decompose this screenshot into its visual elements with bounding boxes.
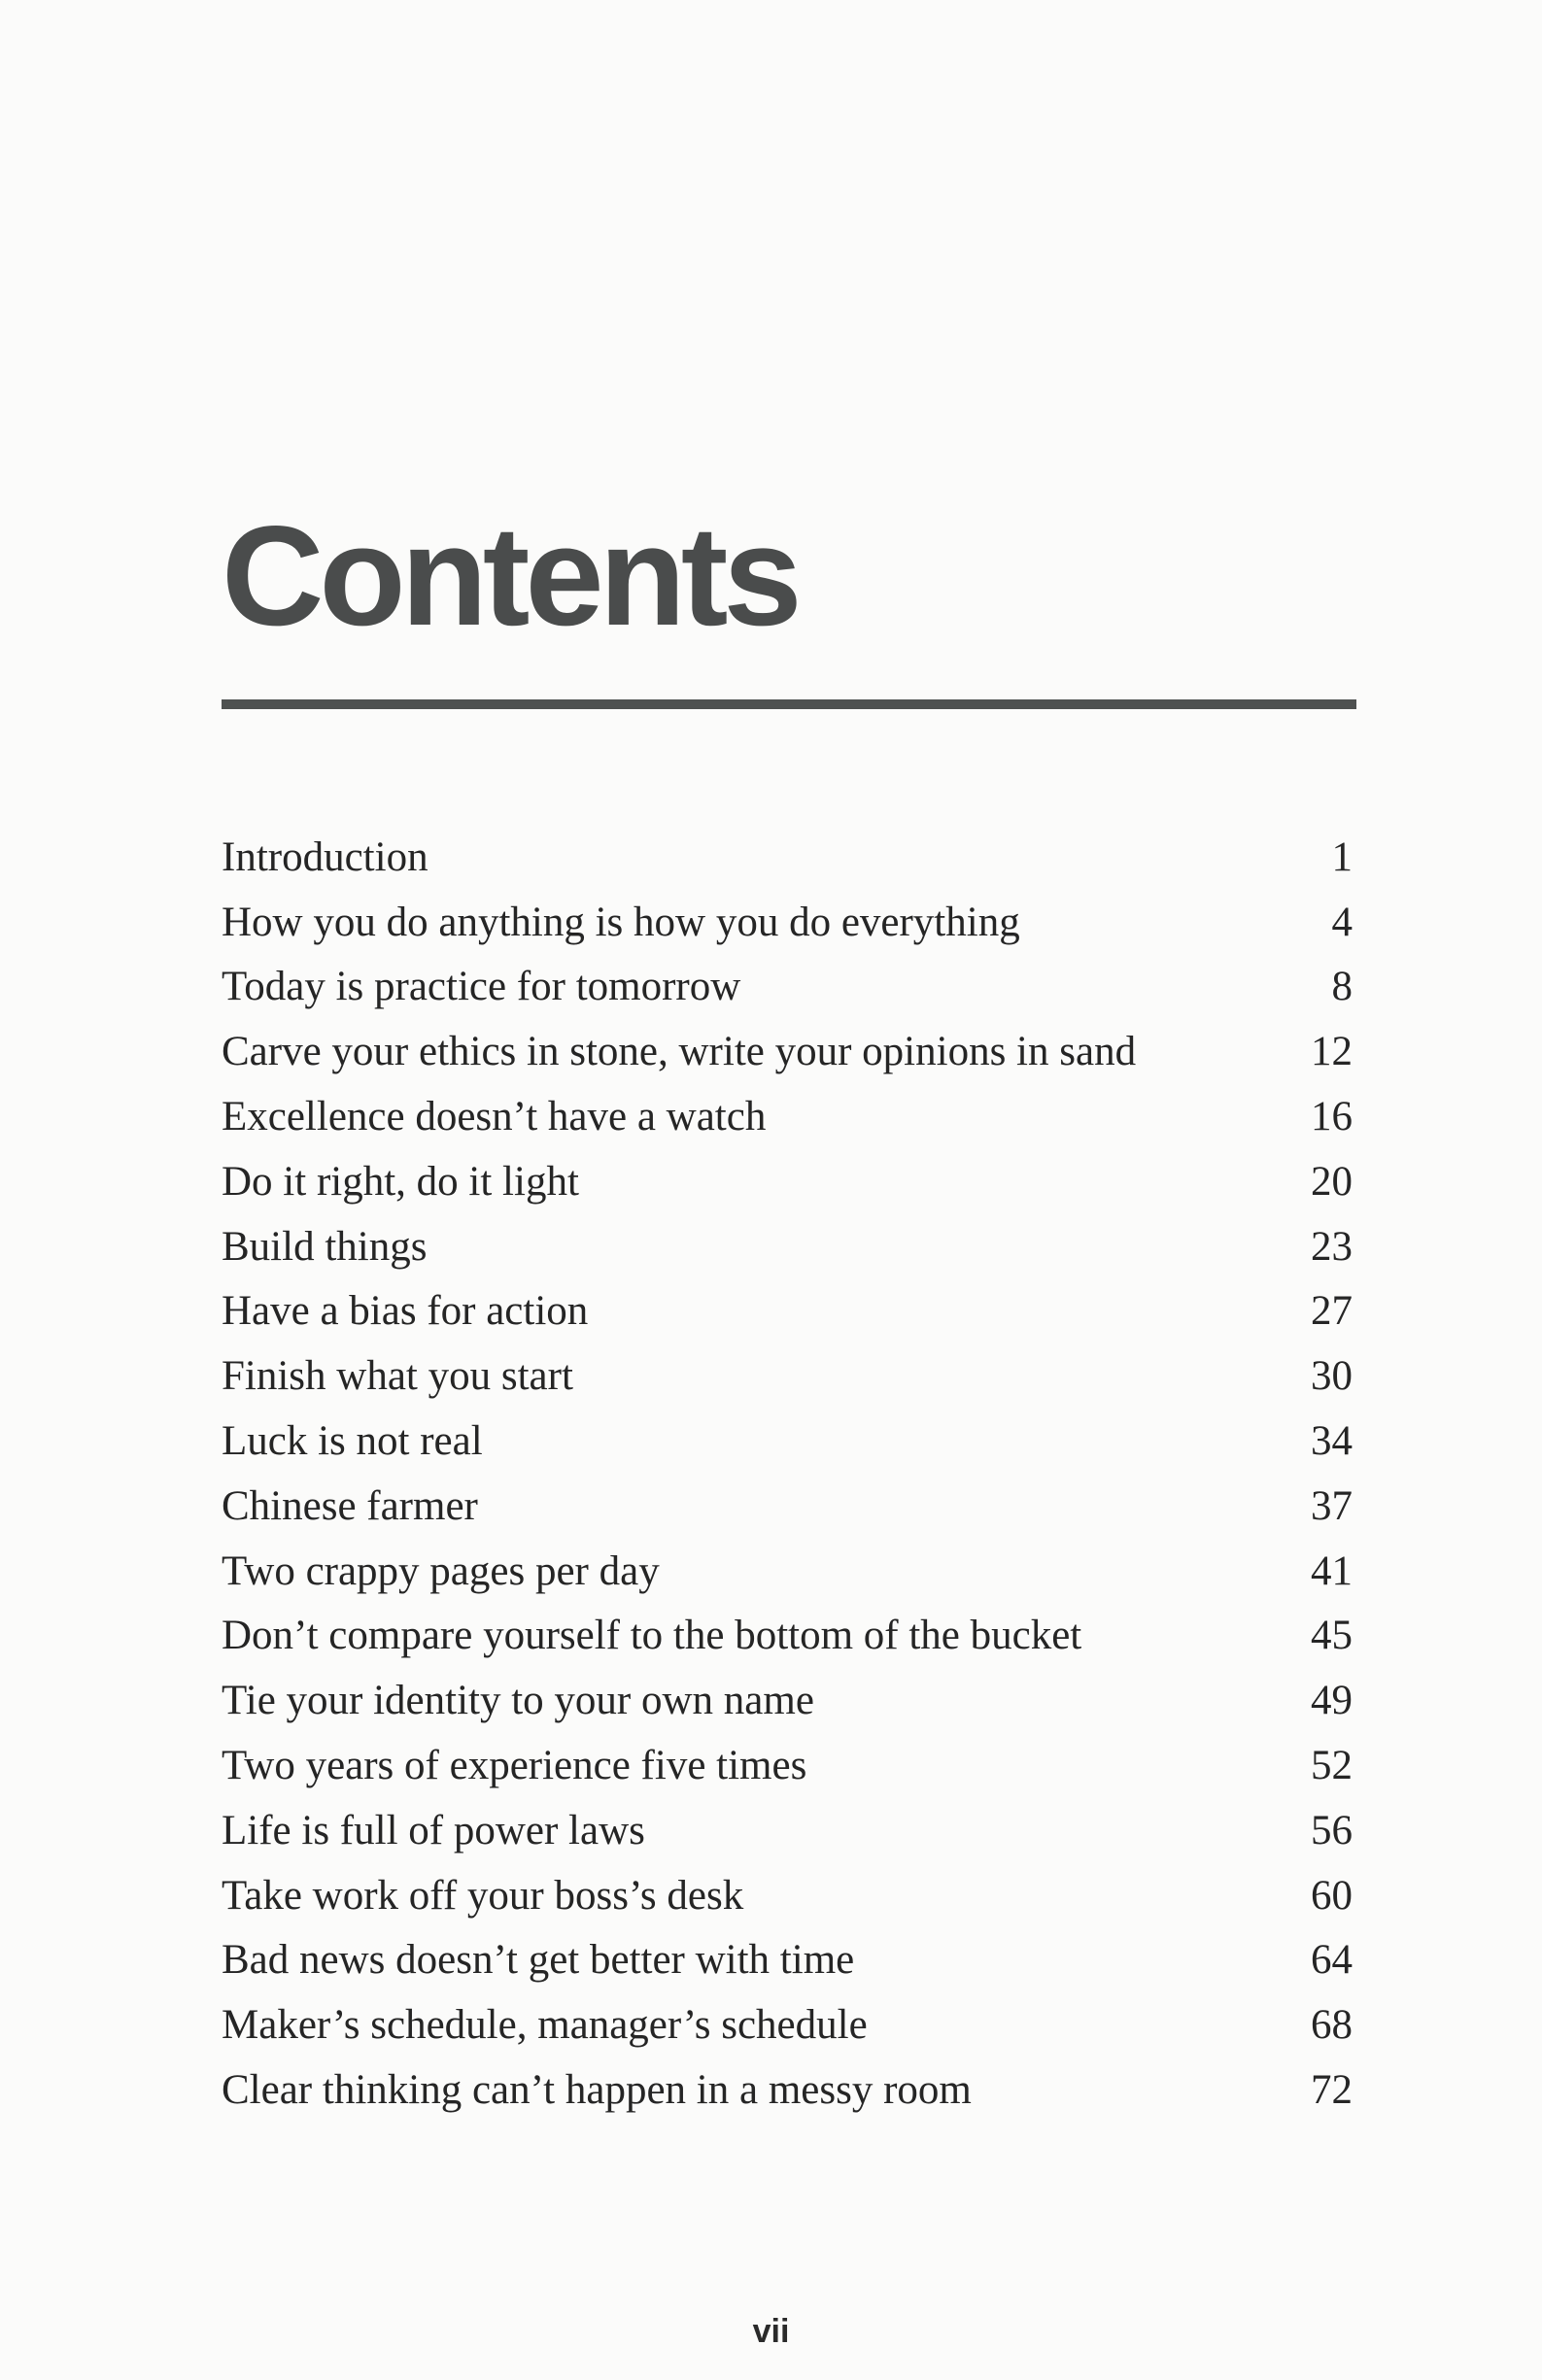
entry-page-number: 60 (1311, 1872, 1353, 1919)
entry-title: Today is practice for tomorrow (222, 964, 741, 1010)
entry-title: Excellence doesn’t have a watch (222, 1094, 767, 1140)
entry-page-number: 8 (1331, 964, 1353, 1010)
toc-entry (222, 1733, 1356, 1798)
entry-title: Life is full of power laws (222, 1807, 645, 1853)
toc-entry (222, 1409, 1356, 1474)
entry-title: Carve your ethics in stone, write your opinions in sand (222, 1029, 1137, 1075)
toc-entry (222, 1474, 1356, 1539)
entry-page-number: 68 (1311, 2002, 1353, 2049)
entry-page-number: 30 (1311, 1353, 1353, 1400)
entry-page-number: 41 (1311, 1547, 1353, 1594)
table-of-contents (222, 825, 1356, 2123)
entry-title: Two crappy pages per day (222, 1547, 660, 1594)
entry-page-number: 20 (1311, 1158, 1353, 1205)
entry-title: Chinese farmer (222, 1482, 478, 1529)
entry-title: Don’t compare yourself to the bottom of the bucket (222, 1613, 1082, 1659)
entry-title: Luck is not real (222, 1418, 483, 1465)
toc-entry (222, 825, 1356, 890)
entry-page-number: 52 (1311, 1743, 1353, 1789)
title-rule (222, 699, 1356, 709)
toc-entry (222, 1604, 1356, 1669)
entry-page-number: 23 (1311, 1223, 1353, 1270)
entry-title: Build things (222, 1223, 428, 1270)
toc-entry (222, 1798, 1356, 1863)
entry-title: Take work off your boss’s desk (222, 1872, 744, 1919)
entry-title: Finish what you start (222, 1353, 573, 1400)
entry-page-number: 16 (1311, 1094, 1353, 1140)
page-title: Contents (222, 496, 798, 655)
toc-entry (222, 1343, 1356, 1409)
entry-page-number: 1 (1331, 833, 1353, 880)
entry-title: Maker’s schedule, manager’s schedule (222, 2002, 868, 2049)
entry-page-number: 27 (1311, 1288, 1353, 1335)
toc-entry (222, 2057, 1356, 2123)
entry-title: How you do anything is how you do everything (222, 899, 1020, 945)
entry-page-number: 34 (1311, 1418, 1353, 1465)
entry-page-number: 4 (1331, 899, 1353, 945)
entry-title: Clear thinking can’t happen in a messy room (222, 2067, 972, 2114)
entry-title: Two years of experience five times (222, 1743, 807, 1789)
toc-entry (222, 1668, 1356, 1733)
entry-page-number: 45 (1311, 1613, 1353, 1659)
toc-entry (222, 890, 1356, 955)
toc-entry (222, 1539, 1356, 1604)
entry-title: Tie your identity to your own name (222, 1678, 814, 1724)
toc-entry (222, 1084, 1356, 1149)
toc-entry (222, 1279, 1356, 1344)
entry-page-number: 56 (1311, 1807, 1353, 1853)
toc-entry (222, 1863, 1356, 1928)
entry-page-number: 12 (1311, 1029, 1353, 1075)
toc-entry (222, 1928, 1356, 1993)
toc-entry (222, 1019, 1356, 1084)
entry-page-number: 49 (1311, 1678, 1353, 1724)
entry-title: Do it right, do it light (222, 1158, 579, 1205)
toc-entry (222, 1214, 1356, 1279)
entry-title: Have a bias for action (222, 1288, 589, 1335)
entry-title: Bad news doesn’t get better with time (222, 1937, 855, 1984)
toc-entry (222, 1149, 1356, 1214)
page-folio: vii (752, 2313, 790, 2350)
toc-entry (222, 1992, 1356, 2057)
entry-page-number: 64 (1311, 1937, 1353, 1984)
entry-page-number: 72 (1311, 2067, 1353, 2114)
toc-entry (222, 955, 1356, 1020)
entry-title: Introduction (222, 833, 428, 880)
entry-page-number: 37 (1311, 1482, 1353, 1529)
